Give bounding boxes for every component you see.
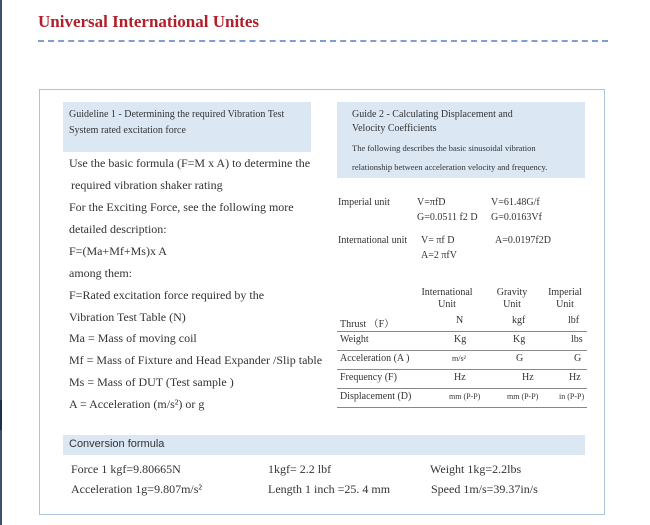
cell-gravity: G — [516, 353, 524, 364]
header-line: Imperial — [548, 287, 582, 298]
body-line: For the Exciting Force, see the following more — [69, 200, 294, 214]
body-line: Mf = Mass of Fixture and Head Expander /Slip table — [69, 353, 323, 367]
header-line: Unit — [556, 299, 574, 310]
cell-international: N — [456, 315, 464, 326]
row-label: Acceleration (A ) — [340, 353, 410, 364]
imperial-unit-label: Imperial unit — [338, 197, 390, 208]
cell-gravity: mm (P-P) — [507, 392, 539, 401]
international-formula: V= πf D — [421, 235, 455, 246]
imperial-formula: G=0.0511 f2 D — [417, 212, 478, 223]
conversion-header-bar — [63, 435, 585, 455]
row-label: Displacement (D) — [340, 391, 412, 402]
cell-gravity: Hz — [522, 372, 534, 383]
table-header-gravity — [490, 287, 534, 311]
table-row — [337, 331, 587, 351]
cell-international: Hz — [454, 372, 466, 383]
header-line: International — [421, 287, 473, 298]
body-line: Ma = Mass of moving coil — [69, 331, 197, 345]
table-row — [337, 312, 587, 332]
conversion-item: Length 1 inch =25. 4 mm — [268, 482, 391, 496]
imperial-formula: G=0.0163Vf — [491, 212, 542, 223]
body-line: A = Acceleration (m/s²) or g — [69, 397, 205, 411]
conversion-item: Weight 1kg=2.2lbs — [430, 462, 522, 476]
table-row — [337, 388, 587, 408]
guideline-1-line-2: System rated excitation force — [69, 125, 186, 136]
row-label: Thrust （F） — [340, 319, 395, 330]
guide-2-line-1: Guide 2 - Calculating Displacement and — [352, 109, 513, 120]
body-line: Vibration Test Table (N) — [69, 310, 186, 324]
guide-2-line-2: Velocity Coefficients — [352, 123, 437, 134]
left-edge-accent-dark — [0, 400, 2, 430]
guideline-1-line-1: Guideline 1 - Determining the required Vibration Test — [69, 109, 285, 120]
body-line: among them: — [69, 266, 132, 280]
body-line: F=(Ma+Mf+Ms)x A — [69, 244, 167, 258]
table-header-international — [415, 287, 479, 311]
row-label: Weight — [340, 334, 369, 345]
table-row — [337, 350, 587, 370]
cell-imperial: in (P-P) — [559, 392, 585, 401]
guide-2-line-3: The following describes the basic sinusoidal vibration — [352, 143, 536, 153]
cell-gravity: Kg — [513, 334, 526, 345]
body-line: detailed description: — [69, 222, 167, 236]
body-line: Use the basic formula (F=M x A) to determine the — [69, 156, 311, 170]
international-unit-label: International unit — [338, 235, 408, 246]
body-line: required vibration shaker rating — [71, 178, 223, 192]
conversion-title: Conversion formula — [69, 438, 165, 450]
cell-gravity: kgf — [512, 315, 526, 326]
guide-2-box — [337, 102, 585, 178]
imperial-formula: V=πfD — [417, 197, 446, 208]
body-line: Ms = Mass of DUT (Test sample ) — [69, 375, 234, 389]
conversion-item: Force 1 kgf=9.80665N — [71, 462, 181, 476]
cell-imperial: lbs — [571, 334, 583, 345]
cell-imperial: G — [574, 353, 582, 364]
header-line: Gravity — [496, 287, 528, 298]
body-line: F=Rated excitation force required by the — [69, 288, 265, 302]
cell-international: m/s² — [452, 354, 466, 363]
conversion-item: 1kgf= 2.2 lbf — [268, 462, 332, 476]
cell-international: Kg — [454, 334, 467, 345]
cell-imperial: lbf — [568, 315, 580, 326]
international-formula: A=2 πfV — [421, 250, 457, 261]
row-label: Frequency (F) — [340, 372, 397, 383]
guideline-1-box — [63, 102, 311, 152]
conversion-item: Speed 1m/s=39.37in/s — [431, 482, 538, 496]
international-formula: A=0.0197f2D — [495, 235, 551, 246]
table-row — [337, 369, 587, 389]
cell-international: mm (P-P) — [449, 392, 481, 401]
header-line: Unit — [503, 299, 521, 310]
page-title: Universal International Unites — [38, 12, 259, 31]
conversion-item: Acceleration 1g=9.807m/s² — [71, 482, 202, 496]
left-edge-accent — [0, 0, 2, 525]
table-header-imperial — [543, 287, 587, 311]
cell-imperial: Hz — [569, 372, 581, 383]
imperial-formula: V=61.48G/f — [491, 197, 540, 208]
header-line: Unit — [438, 299, 456, 310]
guide-2-line-4: relationship between acceleration velocity and frequency. — [352, 162, 548, 172]
title-divider — [38, 40, 608, 42]
